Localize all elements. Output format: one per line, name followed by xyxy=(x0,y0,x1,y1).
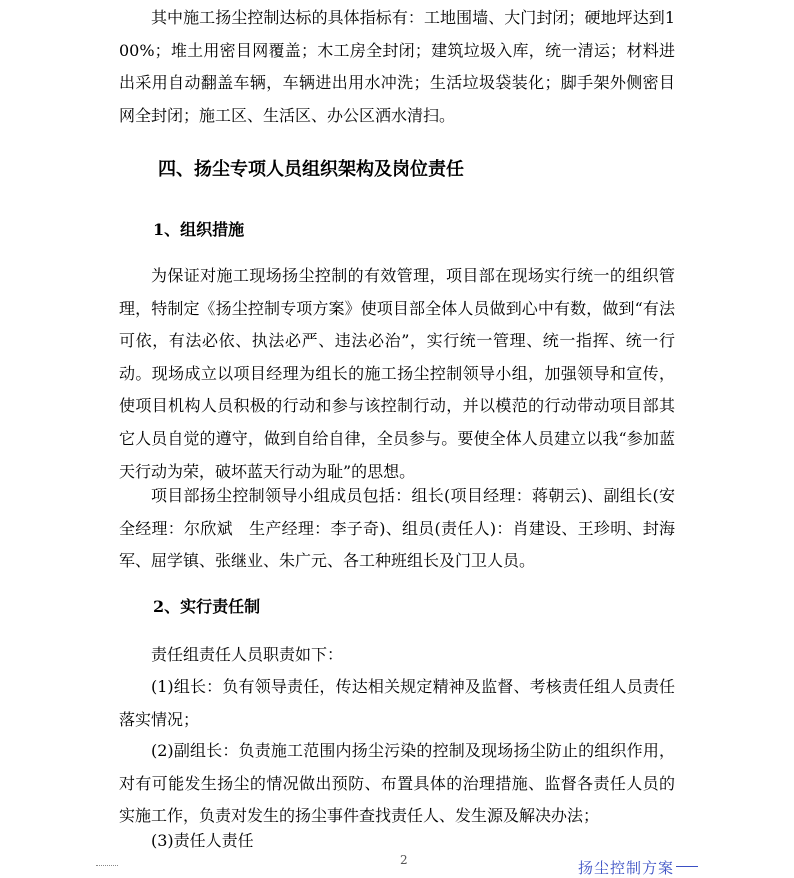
paragraph-organization-1: 为保证对施工现场扬尘控制的有效管理，项目部在现场实行统一的组织管理，特制定《扬尘控制专项方案》使项目部全体人员做到心中有数，做到“有法可依，有法必依、执法必严、违法必治”，实行统一管理、统一指挥、统一行动。现场成立以项目经理为组长的施工扬尘控制领导小组，加强领导和宣传，使项目机构人员积极的行动和参与该控制行动，并以模范的行动带动项目部其它人员自觉的遵守，做到自给自律，全员参与。要使全体人员建立以我“参加蓝天行动为荣，破坏蓝天行动为耻”的思想。 xyxy=(119,266,675,481)
paragraph-responsibility-2: (2)副组长：负责施工范围内扬尘污染的控制及现场扬尘防止的组织作用，对有可能发生扬尘的情况做出预防、布置具体的治理措施、监督各责任人员的实施工作，负责对发生的扬尘事件查找责任人、发生源及解决办法； xyxy=(119,741,675,826)
page-number: 2 xyxy=(400,853,408,867)
section-title: 四、扬尘专项人员组织架构及岗位责任 xyxy=(158,159,464,180)
footer-document-link[interactable]: 扬尘控制方案 xyxy=(578,859,675,877)
paragraph-indicators: 其中施工扬尘控制达标的具体指标有：工地围墙、大门封闭；硬地坪达到100%；堆土用密目网覆盖；木工房全封闭；建筑垃圾入库，统一清运；材料进出采用自动翻盖车辆，车辆进出用水冲洗；生活垃圾袋装化；脚手架外侧密目网全封闭；施工区、生活区、办公区洒水清扫。 xyxy=(119,8,675,125)
subsection-title-responsibility: 2、实行责任制 xyxy=(153,597,261,616)
paragraph-organization-2: 项目部扬尘控制领导小组成员包括：组长(项目经理：蒋朝云)、副组长(安全经理：尔欣斌 生产经理：李子奇)、组员(责任人)：肖建设、王珍明、封海军、屈学镇、张继业、朱广元、各工种班组长及门卫人员。 xyxy=(119,486,675,571)
paragraph-responsibility-intro: 责任组责任人员职责如下： xyxy=(151,645,344,664)
footer-divider-left xyxy=(96,865,118,866)
subsection-title-organization: 1、组织措施 xyxy=(153,220,245,239)
paragraph-responsibility-1: (1)组长：负有领导责任，传达相关规定精神及监督、考核责任组人员责任落实情况； xyxy=(119,677,675,729)
footer-link-underline xyxy=(676,866,698,867)
paragraph-responsibility-3: (3)责任人责任 xyxy=(151,831,254,850)
